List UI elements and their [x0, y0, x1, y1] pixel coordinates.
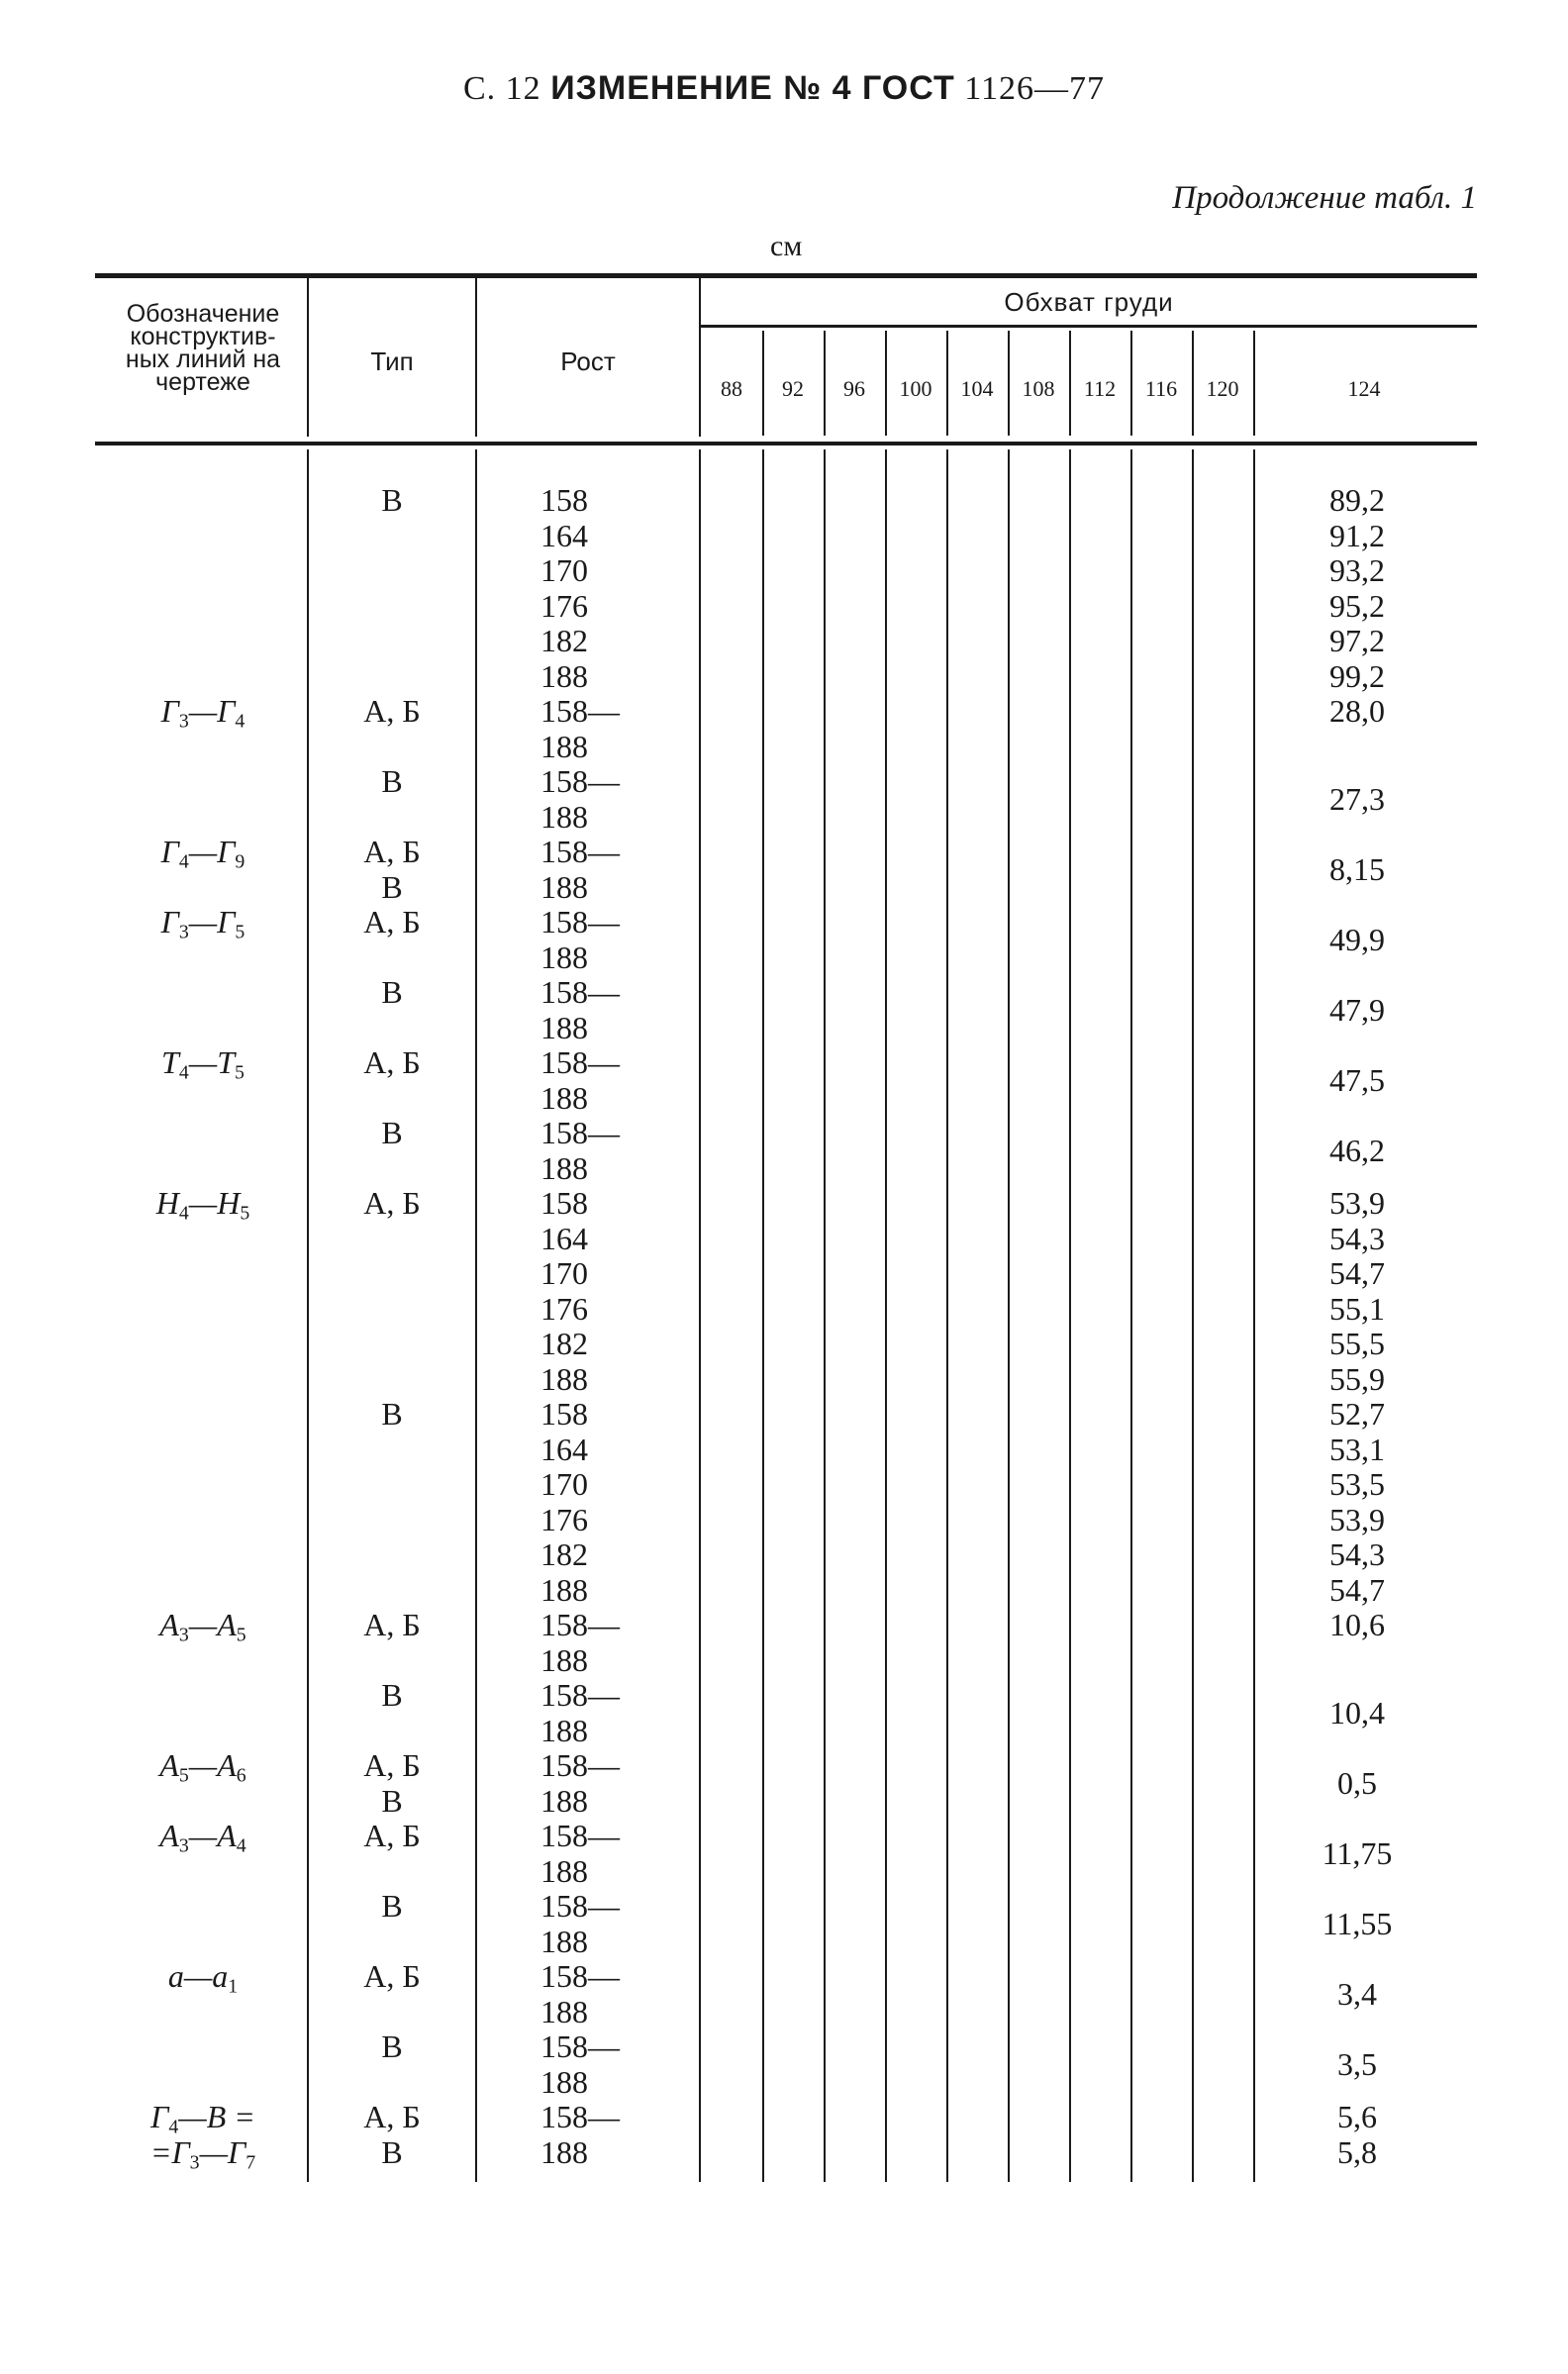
- value-cell-124: 27,3: [1329, 780, 1385, 817]
- chest-size-header: 116: [1144, 376, 1178, 401]
- height-cell: 188: [540, 728, 588, 764]
- designation-subscript: 3: [178, 1624, 189, 1646]
- header-chest-girth: Обхват груди: [1004, 287, 1174, 317]
- line-designation: [99, 1045, 307, 1091]
- value-cell-124: 3,4: [1337, 1975, 1377, 2012]
- designation-subscript: 7: [245, 2151, 256, 2174]
- type-cell: В: [381, 482, 403, 518]
- height-cell: 182: [540, 1536, 588, 1572]
- line-designation: [99, 1186, 307, 1232]
- designation-letter: —А: [188, 1607, 237, 1642]
- type-cell: В: [381, 2028, 403, 2064]
- value-cell-124: 46,2: [1329, 1132, 1385, 1168]
- chest-size-divider-body: [1008, 449, 1010, 2182]
- height-cell: 188: [540, 2133, 588, 2170]
- chest-size-header: 108: [1022, 376, 1055, 401]
- type-cell: В: [381, 1677, 403, 1713]
- height-cell: 176: [540, 587, 588, 624]
- value-cell-124: 52,7: [1329, 1396, 1385, 1432]
- type-cell: А, Б: [363, 1958, 421, 1994]
- line-designation: [99, 905, 307, 950]
- chest-size-header: 88: [721, 376, 742, 401]
- line-designation: [99, 1819, 307, 1864]
- height-cell: 188: [540, 1712, 588, 1748]
- designation-subscript: 5: [178, 1764, 189, 1787]
- type-cell: В: [381, 763, 403, 799]
- header-designation-line: Обозначение: [126, 300, 280, 328]
- height-cell: 158—: [540, 974, 620, 1010]
- page-header: [0, 69, 1568, 108]
- type-cell: А, Б: [363, 1185, 421, 1221]
- value-cell-124: 8,15: [1329, 850, 1385, 887]
- chest-size-divider-body: [1069, 449, 1071, 2182]
- chest-size-header: 120: [1206, 376, 1239, 401]
- height-cell: 158: [540, 482, 588, 518]
- value-cell-124: 55,9: [1329, 1360, 1385, 1397]
- type-cell: А, Б: [363, 1818, 421, 1853]
- designation-subscript: 9: [235, 850, 245, 873]
- value-cell-124: 54,7: [1329, 1571, 1385, 1608]
- height-cell: 158—: [540, 834, 620, 869]
- designation-letter: —В =: [178, 2099, 255, 2134]
- value-cell-124: 53,5: [1329, 1466, 1385, 1502]
- designation-subscript: 4: [235, 710, 245, 733]
- height-cell: 188: [540, 1009, 588, 1045]
- chest-size-divider-body: [885, 449, 887, 2182]
- designation-letter: А: [159, 1747, 179, 1783]
- value-cell-124: 0,5: [1337, 1764, 1377, 1801]
- designation-letter: —Г: [188, 834, 236, 869]
- value-cell-124: 10,6: [1329, 1607, 1385, 1642]
- chest-size-header: 100: [899, 376, 932, 401]
- designation-subscript: 3: [178, 921, 189, 943]
- chest-size-header: 112: [1083, 376, 1117, 401]
- chest-size-divider-body: [824, 449, 826, 2182]
- designation-letter: —Г: [188, 904, 236, 940]
- designation-letter: Г: [160, 904, 179, 940]
- designation-letter: —Т: [188, 1044, 236, 1080]
- type-cell: А, Б: [363, 1607, 421, 1642]
- value-cell-124: 93,2: [1329, 552, 1385, 588]
- height-cell: 176: [540, 1290, 588, 1327]
- height-cell: 158—: [540, 1677, 620, 1713]
- continuation-note: Продолжение табл. 1: [1172, 180, 1477, 216]
- value-cell-124: 5,8: [1337, 2133, 1377, 2170]
- value-cell-124: 53,9: [1329, 1501, 1385, 1537]
- height-cell: 158—: [540, 763, 620, 799]
- height-cell: 188: [540, 1571, 588, 1608]
- designation-letter: а: [167, 1958, 184, 1994]
- header-designation: [99, 300, 307, 396]
- value-cell-124: 54,7: [1329, 1255, 1385, 1291]
- designation-subscript: 5: [240, 1202, 250, 1225]
- height-cell: 176: [540, 1501, 588, 1537]
- type-cell: В: [381, 1888, 403, 1924]
- designation-subscript: 3: [178, 1834, 189, 1857]
- height-cell: 158—: [540, 1818, 620, 1853]
- chest-group-rule: [701, 325, 1477, 328]
- height-cell: 158—: [540, 1958, 620, 1994]
- value-cell-124: 95,2: [1329, 587, 1385, 624]
- height-cell: 188: [540, 1852, 588, 1889]
- designation-letter: —а: [183, 1958, 229, 1994]
- unit-label: см: [770, 230, 803, 262]
- height-cell: 158: [540, 1396, 588, 1432]
- height-cell: 188: [540, 1641, 588, 1678]
- value-cell-124: 28,0: [1329, 693, 1385, 729]
- type-cell: В: [381, 1115, 403, 1150]
- height-cell: 164: [540, 517, 588, 553]
- value-cell-124: 5,6: [1337, 2099, 1377, 2134]
- height-cell: 188: [540, 1360, 588, 1397]
- chest-size-divider-body: [946, 449, 948, 2182]
- designation-letter: —Г: [188, 693, 236, 729]
- type-cell: А, Б: [363, 834, 421, 869]
- height-cell: 170: [540, 1466, 588, 1502]
- value-cell-124: 10,4: [1329, 1694, 1385, 1731]
- height-cell: 158—: [540, 2099, 620, 2134]
- line-designation: [99, 1608, 307, 1653]
- type-cell: В: [381, 2133, 403, 2170]
- height-cell: 158—: [540, 693, 620, 729]
- height-cell: 188: [540, 1149, 588, 1186]
- line-designation: [99, 694, 307, 740]
- col-divider-type: [475, 278, 477, 437]
- designation-subscript: 4: [168, 2116, 179, 2138]
- designation-subscript: 5: [235, 921, 245, 943]
- height-cell: 158—: [540, 1747, 620, 1783]
- designation-subscript: 4: [178, 850, 189, 873]
- header-designation-line: ных линий на: [125, 346, 281, 373]
- height-cell: 158—: [540, 1607, 620, 1642]
- designation-subscript: 5: [236, 1624, 246, 1646]
- type-cell: В: [381, 1782, 403, 1819]
- type-cell: А, Б: [363, 2099, 421, 2134]
- value-cell-124: 97,2: [1329, 623, 1385, 658]
- value-cell-124: 49,9: [1329, 921, 1385, 957]
- chest-size-header: 96: [843, 376, 865, 401]
- height-cell: 158—: [540, 1044, 620, 1080]
- height-cell: 188: [540, 798, 588, 835]
- height-cell: 158—: [540, 2028, 620, 2064]
- header-height: Рост: [560, 346, 616, 376]
- designation-letter: —А: [188, 1818, 237, 1853]
- designation-subscript: 4: [178, 1061, 189, 1084]
- height-cell: 182: [540, 1326, 588, 1361]
- value-cell-124: 53,9: [1329, 1185, 1385, 1221]
- value-cell-124: 47,5: [1329, 1061, 1385, 1098]
- designation-letter: А: [159, 1818, 179, 1853]
- value-cell-124: 89,2: [1329, 482, 1385, 518]
- height-cell: 164: [540, 1220, 588, 1256]
- height-cell: 158: [540, 1185, 588, 1221]
- designation-letter: —Н: [188, 1185, 241, 1221]
- chest-size-divider-body: [1253, 449, 1255, 2182]
- type-cell: А, Б: [363, 904, 421, 940]
- value-cell-124: 91,2: [1329, 517, 1385, 553]
- line-designation: [99, 835, 307, 880]
- value-cell-124: 55,1: [1329, 1290, 1385, 1327]
- designation-letter: =Г: [149, 2133, 190, 2170]
- value-cell-124: 47,9: [1329, 991, 1385, 1028]
- height-cell: 188: [540, 1782, 588, 1819]
- value-cell-124: 54,3: [1329, 1220, 1385, 1256]
- height-cell: 158—: [540, 1115, 620, 1150]
- chest-size-header: 92: [782, 376, 804, 401]
- height-cell: 188: [540, 939, 588, 975]
- height-cell: 188: [540, 1993, 588, 2029]
- value-cell-124: 99,2: [1329, 657, 1385, 694]
- designation-letter: Г: [160, 693, 179, 729]
- header-designation-line: чертеже: [155, 368, 250, 396]
- height-cell: 188: [540, 2063, 588, 2100]
- height-cell: 188: [540, 657, 588, 694]
- chest-size-header: 104: [960, 376, 994, 401]
- header-bottom-rule: [95, 442, 1477, 445]
- chest-size-divider-body: [1192, 449, 1194, 2182]
- height-cell: 188: [540, 1079, 588, 1116]
- standard-number: 1126—77: [964, 70, 1105, 107]
- height-cell: 188: [540, 868, 588, 905]
- designation-letter: Г: [160, 834, 179, 869]
- type-cell: А, Б: [363, 1044, 421, 1080]
- value-cell-124: 11,55: [1322, 1905, 1393, 1941]
- chest-size-divider-body: [1130, 449, 1132, 2182]
- type-cell: А, Б: [363, 1747, 421, 1783]
- line-designation: [99, 2135, 307, 2181]
- designation-letter: Г: [150, 2099, 169, 2134]
- table-top-rule: [95, 273, 1477, 278]
- height-cell: 170: [540, 552, 588, 588]
- chest-size-divider-body: [762, 449, 764, 2182]
- value-cell-124: 11,75: [1322, 1834, 1393, 1871]
- designation-letter: Н: [155, 1185, 179, 1221]
- height-cell: 164: [540, 1431, 588, 1467]
- header-type: Тип: [370, 346, 414, 376]
- line-designation: [99, 1748, 307, 1794]
- type-cell: В: [381, 974, 403, 1010]
- chest-size-header: 124: [1347, 376, 1381, 401]
- designation-subscript: 4: [178, 1202, 189, 1225]
- height-cell: 158—: [540, 1888, 620, 1924]
- type-cell: В: [381, 1396, 403, 1432]
- line-designation: [99, 1959, 307, 2005]
- designation-subscript: 6: [236, 1764, 246, 1787]
- value-cell-124: 55,5: [1329, 1326, 1385, 1361]
- designation-letter: Т: [161, 1044, 179, 1080]
- designation-subscript: 5: [235, 1061, 245, 1084]
- designation-letter: —Г: [199, 2133, 246, 2170]
- height-cell: 158—: [540, 904, 620, 940]
- designation-subscript: 3: [189, 2151, 200, 2174]
- amendment-title: ИЗМЕНЕНИЕ № 4 ГОСТ: [550, 69, 955, 107]
- value-cell-124: 54,3: [1329, 1536, 1385, 1572]
- col-divider-height: [699, 278, 701, 437]
- height-cell: 170: [540, 1255, 588, 1291]
- header-designation-line: конструктив-: [130, 323, 276, 350]
- page-label: С. 12: [463, 70, 541, 107]
- designation-subscript: 3: [178, 710, 189, 733]
- col-divider-height-body: [475, 449, 477, 2182]
- designation-subscript: 1: [228, 1975, 239, 1998]
- height-cell: 182: [540, 623, 588, 658]
- designation-letter: А: [159, 1607, 179, 1642]
- height-cell: 188: [540, 1923, 588, 1959]
- type-cell: А, Б: [363, 693, 421, 729]
- designation-letter: —А: [188, 1747, 237, 1783]
- designation-subscript: 4: [236, 1834, 246, 1857]
- value-cell-124: 3,5: [1337, 2045, 1377, 2082]
- type-cell: В: [381, 868, 403, 905]
- value-cell-124: 53,1: [1329, 1431, 1385, 1467]
